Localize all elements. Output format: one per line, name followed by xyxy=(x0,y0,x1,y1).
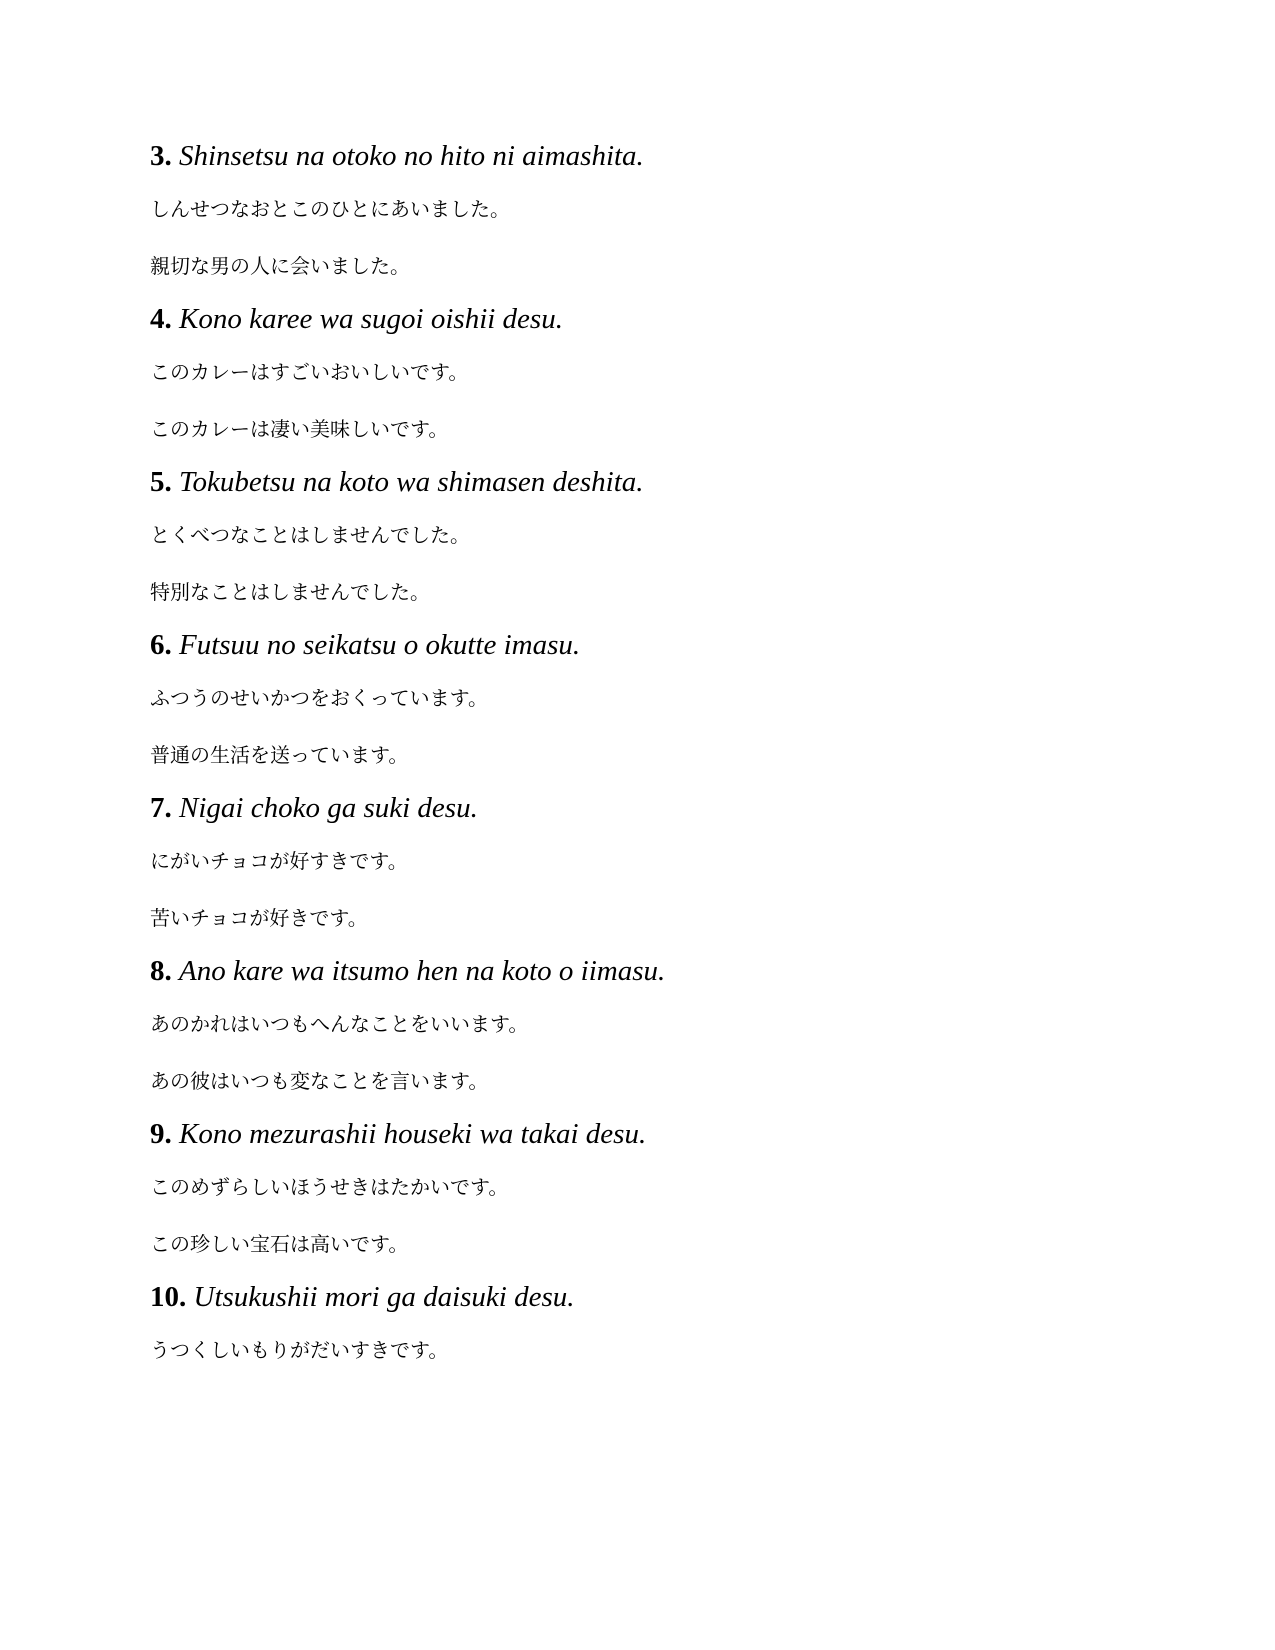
kana-line: うつくしいもりがだいすきです。 xyxy=(150,1338,449,1362)
item-number: 3. xyxy=(150,140,172,172)
kana-line: ふつうのせいかつをおくっています。 xyxy=(150,686,488,710)
sentence-entry-10 xyxy=(150,1279,1150,1363)
kanji-line: このカレーは凄い美味しいです。 xyxy=(150,417,449,441)
item-number: 4. xyxy=(150,303,172,335)
romaji-line xyxy=(150,790,1150,826)
romaji-line xyxy=(150,301,1150,337)
kanji-line: 苦いチョコが好きです。 xyxy=(150,906,368,930)
item-number: 9. xyxy=(150,1118,172,1150)
kana-line: このカレーはすごいおいしいです。 xyxy=(150,360,469,384)
romaji-line xyxy=(150,627,1150,663)
kanji-line: 特別なことはしませんでした。 xyxy=(150,580,430,604)
kanji-line: 親切な男の人に会いました。 xyxy=(150,254,410,278)
item-number: 7. xyxy=(150,792,172,824)
item-number: 10. xyxy=(150,1281,187,1313)
romaji-text: Utsukushii mori ga daisuki desu. xyxy=(193,1281,575,1313)
sentence-entry-6 xyxy=(150,627,1150,790)
kana-line: あのかれはいつもへんなことをいいます。 xyxy=(150,1012,529,1036)
romaji-line xyxy=(150,138,1150,174)
kana-line: このめずらしいほうせきはたかいです。 xyxy=(150,1175,509,1199)
sentence-entry-5 xyxy=(150,464,1150,627)
romaji-text: Kono karee wa sugoi oishii desu. xyxy=(179,303,563,335)
sentence-entry-7 xyxy=(150,790,1150,953)
romaji-line xyxy=(150,1116,1150,1152)
romaji-text: Shinsetsu na otoko no hito ni aimashita. xyxy=(179,140,644,172)
kanji-line: この珍しい宝石は高いです。 xyxy=(150,1232,409,1256)
kana-line: にがいチョコが好すきです。 xyxy=(150,849,408,873)
kanji-line: 普通の生活を送っています。 xyxy=(150,743,409,767)
romaji-line xyxy=(150,953,1150,989)
document-page xyxy=(150,138,1150,1363)
item-number: 5. xyxy=(150,466,172,498)
romaji-line xyxy=(150,1279,1150,1315)
kana-line: しんせつなおとこのひとにあいました。 xyxy=(150,197,510,221)
romaji-line xyxy=(150,464,1150,500)
sentence-entry-8 xyxy=(150,953,1150,1116)
romaji-text: Nigai choko ga suki desu. xyxy=(179,792,478,824)
item-number: 8. xyxy=(150,955,172,987)
sentence-entry-9 xyxy=(150,1116,1150,1279)
romaji-text: Futsuu no seikatsu o okutte imasu. xyxy=(179,629,581,661)
sentence-entry-3 xyxy=(150,138,1150,301)
romaji-text: Tokubetsu na koto wa shimasen deshita. xyxy=(179,466,644,498)
romaji-text: Kono mezurashii houseki wa takai desu. xyxy=(179,1118,647,1150)
romaji-text: Ano kare wa itsumo hen na koto o iimasu. xyxy=(179,955,666,987)
sentence-entry-4 xyxy=(150,301,1150,464)
item-number: 6. xyxy=(150,629,172,661)
kanji-line: あの彼はいつも変なことを言います。 xyxy=(150,1069,489,1093)
kana-line: とくべつなことはしませんでした。 xyxy=(150,523,470,547)
